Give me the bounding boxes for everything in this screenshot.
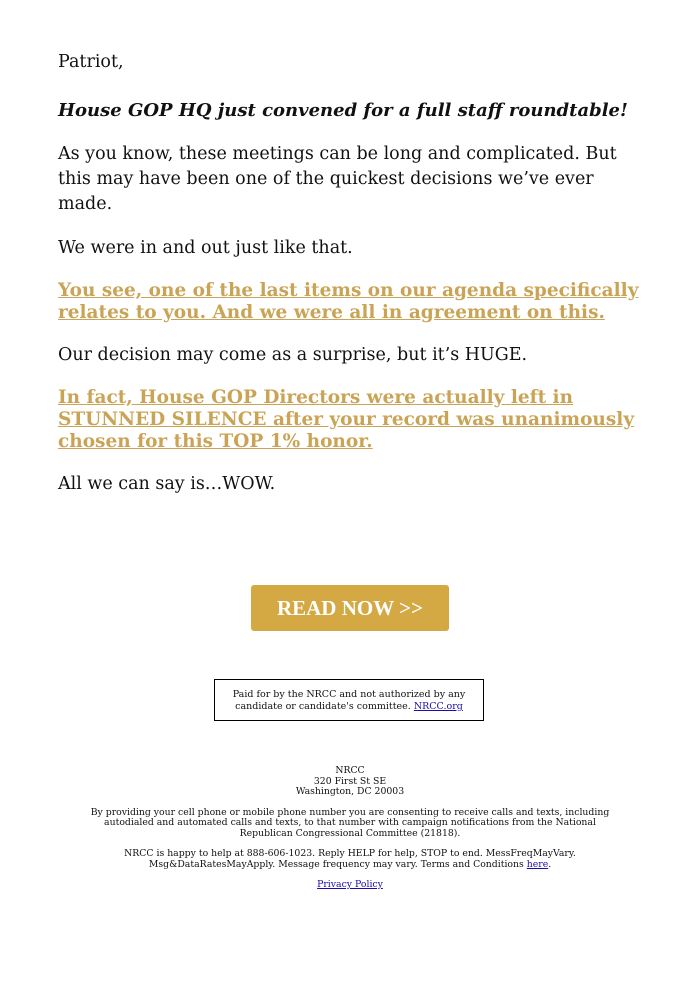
email-body (58, 98, 648, 516)
address-line: 320 First St SE (313, 775, 387, 787)
disclaimer-text: Paid for by the NRCC and not authorized by any candidate or candidate's committee. (232, 689, 466, 712)
paragraph: We were in and out just like that. (58, 238, 353, 258)
help-text: NRCC is happy to help at 888-606-1023. Reply HELP for help, STOP to end. MessFreqMayVary. Msg&DataRatesMayApply. Message frequency may vary. Terms and Conditions here. (124, 848, 576, 870)
address-line: Washington, DC 20003 (295, 786, 405, 797)
honor-link[interactable]: In fact, House GOP Directors were actually left in STUNNED SILENCE after your record was unanimously chosen for this TOP 1% honor. (58, 387, 635, 452)
footer (90, 766, 610, 901)
consent-text: By providing your cell phone or mobile phone number you are consenting to receive calls and texts, including autodialed and automated calls and texts, to that number with campaign notifications from the National Republican Congressional Committee (21818). (90, 806, 610, 839)
agenda-link[interactable]: You see, one of the last items on our agenda specifically relates to you. And we were all in agreement on this. (58, 280, 639, 323)
terms-link[interactable]: here (526, 858, 549, 870)
privacy-policy-link[interactable]: Privacy Policy (317, 879, 383, 890)
paragraph: Our decision may come as a surprise, but it’s HUGE. (58, 345, 528, 365)
read-now-button[interactable]: READ NOW >> (251, 585, 449, 631)
nrcc-link[interactable]: NRCC.org (413, 701, 463, 712)
greeting: Patriot, (58, 52, 124, 72)
address (90, 766, 610, 798)
help-body: NRCC is happy to help at 888-606-1023. Reply HELP for help, STOP to end. MessFreqMayVary. Msg&DataRatesMayApply. Message frequency may vary. Terms and Conditions (124, 848, 576, 870)
paragraph: As you know, these meetings can be long and complicated. But this may have been one of the quickest decisions we’ve ever made. (58, 144, 617, 214)
paragraph: All we can say is…WOW. (58, 474, 276, 494)
lead-text: House GOP HQ just convened for a full staff roundtable! (58, 100, 628, 121)
org-name: NRCC (335, 765, 365, 776)
paid-for-disclaimer (214, 679, 484, 721)
